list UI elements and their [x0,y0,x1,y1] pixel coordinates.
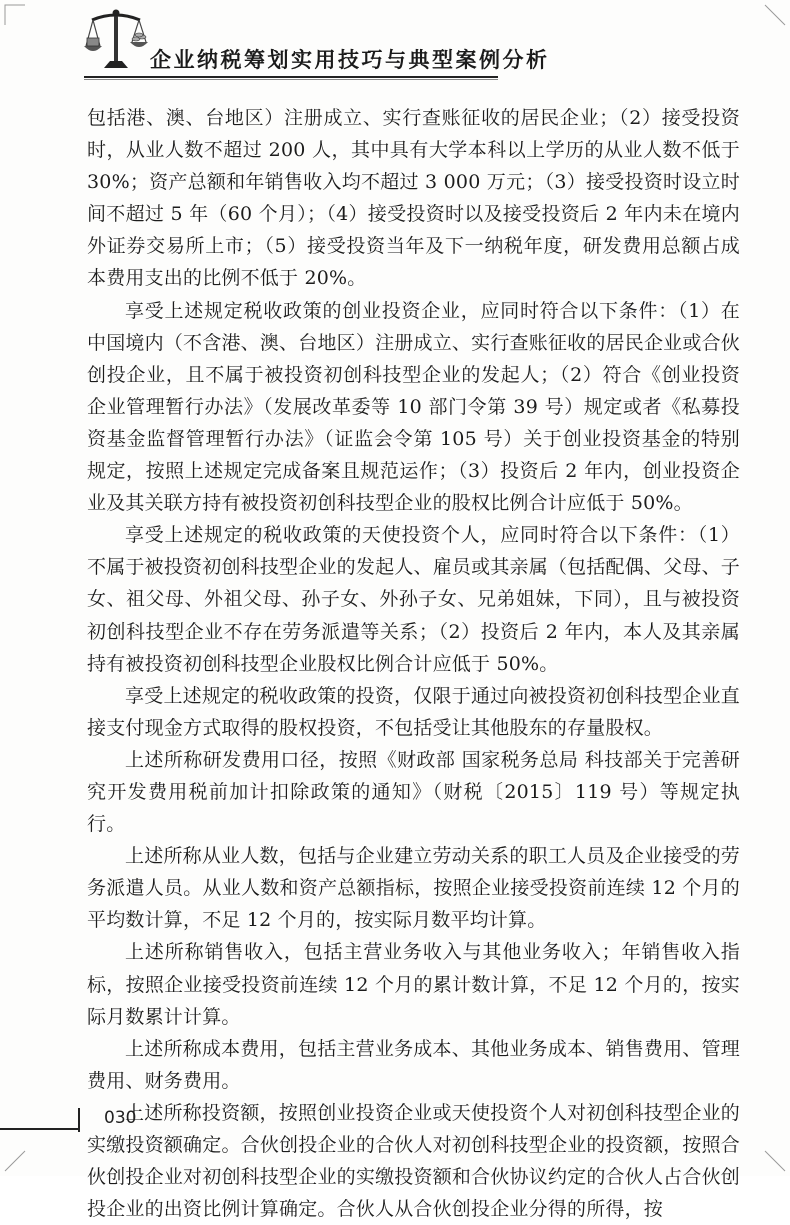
paragraph: 上述所称投资额，按照创业投资企业或天使投资个人对初创科技型企业的实缴投资额确定。合伙创投企业的合伙人对初创科技型企业的投资额，按照合伙创投企业对初创科技型企业的实缴投资额和合伙协议约定的合伙人占合伙创投企业的出资比例计算确定。合伙人从合伙创投企业分得的所得，按 [87,1101,740,1221]
header-rule-thin [84,79,498,80]
corner-mark-icon [764,1150,786,1172]
scales-logo-icon [84,6,148,76]
footer-rule [0,1128,80,1130]
body-text [87,102,740,1225]
paragraph-continued: 包括港、澳、台地区）注册成立、实行查账征收的居民企业；（2）接受投资时，从业人数不超过 200 人，其中具有大学本科以上学历的从业人数不低于 30%；资产总额和年销售收入均不超过 3 000 万元；（3）接受投资时设立时间不超过 5 年（60 个月）；（4）接受投资时以及接受投资后 2 年内未在境内外证券交易所上市；（5）接受投资当年及下一纳税年度，研发费用总额占成本费用支出的比例不低于 20%。 [87,107,740,290]
paragraph: 享受上述规定的税收政策的天使投资个人，应同时符合以下条件：（1）不属于被投资初创科技型企业的发起人、雇员或其亲属（包括配偶、父母、子女、祖父母、外祖父母、孙子女、外孙子女、兄弟姐妹，下同），且与被投资初创科技型企业不存在劳务派遣等关系；（2）投资后 2 年内，本人及其亲属持有被投资初创科技型企业股权比例合计应低于 50%。 [87,524,740,675]
footer-tick [78,1108,80,1132]
paragraph: 上述所称销售收入，包括主营业务收入与其他业务收入；年销售收入指标，按照企业接受投资前连续 12 个月的累计数计算，不足 12 个月的，按实际月数累计计算。 [87,941,740,1028]
corner-mark-icon [764,4,786,26]
corner-mark-icon [4,4,26,26]
paragraph: 上述所称研发费用口径，按照《财政部 国家税务总局 科技部关于完善研究开发费用税前加计扣除政策的通知》（财税〔2015〕119 号）等规定执行。 [87,748,740,836]
corner-mark-icon [4,1150,26,1172]
paragraph: 享受上述规定的税收政策的投资，仅限于通过向被投资初创科技型企业直接支付现金方式取得的股权投资，不包括受让其他股东的存量股权。 [87,684,740,739]
paragraph: 享受上述规定税收政策的创业投资企业，应同时符合以下条件：（1）在中国境内（不含港、澳、台地区）注册成立、实行查账征收的居民企业或合伙创投企业，且不属于被投资初创科技型企业的发起人；（2）符合《创业投资企业管理暂行办法》（发展改革委等 10 部门令第 39 号）规定或者《私募投资基金监督管理暂行办法》（证监会令第 105 号）关于创业投资基金的特别规定，按照上述规定完成备案且规范运作；（3）投资后 2 年内，创业投资企业及其关联方持有被投资初创科技型企业的股权比例合计应低于 50%。 [87,299,740,515]
page-number: 030 [104,1108,137,1128]
running-header-title: 企业纳税筹划实用技巧与典型案例分析 [150,48,550,72]
header-rule [84,76,498,78]
paragraph: 上述所称从业人数，包括与企业建立劳动关系的职工人员及企业接受的劳务派遣人员。从业人数和资产总额指标，按照企业接受投资前连续 12 个月的平均数计算，不足 12 个月的，按实际月数平均计算。 [87,845,740,932]
paragraph: 上述所称成本费用，包括主营业务成本、其他业务成本、销售费用、管理费用、财务费用。 [87,1037,740,1092]
